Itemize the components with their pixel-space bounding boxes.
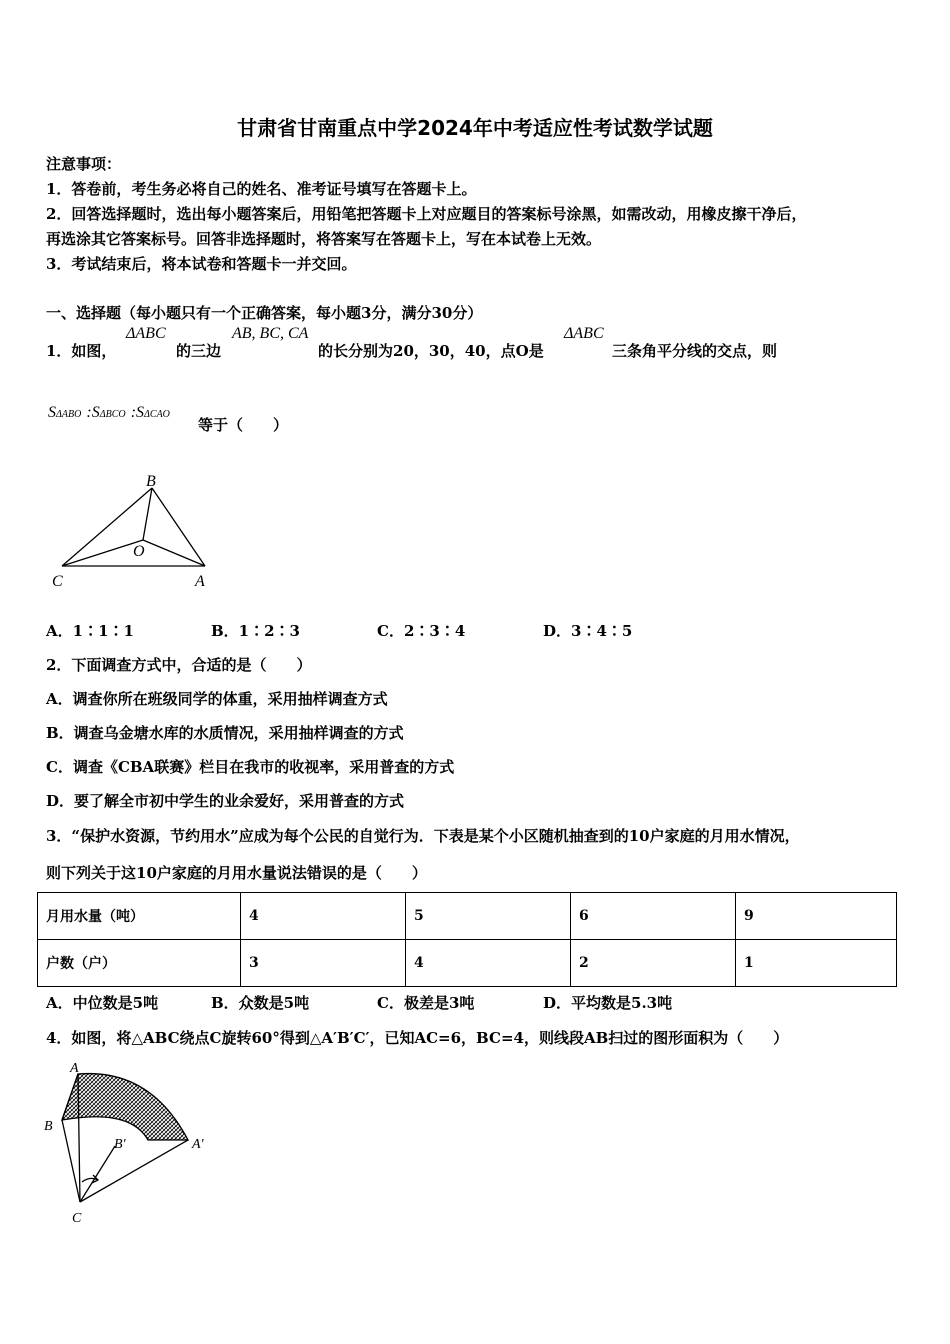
q3-stem: 3．“保护水资源，节约用水”应成为每个公民的自觉行为．下表是某个小区随机抽查到的10户家庭的月用水情况， (46, 827, 800, 845)
ratio-s: S (136, 404, 145, 421)
label-b: B (146, 473, 156, 490)
table-cell: 2 (571, 940, 736, 987)
q1-sides: AB, BC, CA (232, 325, 309, 342)
ratio-s: S (91, 404, 100, 421)
section-heading: 一、选择题（每小题只有一个正确答案，每小题3分，满分30分） (46, 304, 483, 322)
q1-tail: 等于（ ） (198, 416, 289, 434)
table-cell: 4 (406, 940, 571, 987)
q3-option-c: C．极差是3吨 (377, 994, 475, 1012)
label-c: C (52, 573, 63, 590)
ratio-sep: : (130, 404, 137, 421)
label-a-prime: A′ (192, 1137, 204, 1152)
bisector-bo (143, 488, 152, 540)
label-b-prime: B′ (114, 1137, 126, 1152)
q2-stem: 2．下面调查方式中，合适的是（ ） (46, 656, 312, 674)
q2-option-c: C．调查《CBA联赛》栏目在我市的收视率，采用普查的方式 (46, 758, 455, 776)
segment-a-prime-c (80, 1140, 188, 1202)
q4-rotation-figure (40, 1058, 230, 1228)
table-cell: 6 (571, 893, 736, 940)
ratio-sub: ΔBCO (99, 409, 126, 420)
q2-option-d: D．要了解全市初中学生的业余爱好，采用普查的方式 (46, 792, 405, 810)
notice-item: 3．考试结束后，将本试卷和答题卡一并交回。 (46, 255, 357, 273)
ratio-s: S (48, 404, 56, 421)
q3-stem-cont: 则下列关于这10户家庭的月用水量说法错误的是（ ） (46, 864, 427, 882)
q1-option-d: D．3∶4∶5 (543, 622, 633, 640)
q2-option-b: B．调查乌金塘水库的水质情况，采用抽样调查的方式 (46, 724, 404, 742)
q1-option-a: A．1∶1∶1 (46, 622, 134, 640)
q1-option-c: C．2∶3∶4 (377, 622, 466, 640)
q1-triangle-abc: ΔABC (126, 325, 166, 342)
table-cell: 月用水量（吨） (38, 893, 241, 940)
q1-option-b: B．1∶2∶3 (211, 622, 300, 640)
table-row (38, 940, 897, 987)
q3-option-a: A．中位数是5吨 (46, 994, 159, 1012)
label-b: B (44, 1119, 53, 1134)
notice-item: 1．答卷前，考生务必将自己的姓名、准考证号填写在答题卡上。 (46, 180, 477, 198)
swept-region (62, 1074, 188, 1140)
table-cell: 5 (406, 893, 571, 940)
q1-text: 三条角平分线的交点，则 (612, 342, 778, 360)
notice-heading: 注意事项： (46, 155, 122, 173)
table-cell: 9 (736, 893, 897, 940)
q3-option-d: D．平均数是5.3吨 (543, 994, 673, 1012)
page-title: 甘肃省甘南重点中学2024年中考适应性考试数学试题 (237, 116, 713, 140)
label-o: O (133, 543, 145, 560)
q3-option-b: B．众数是5吨 (211, 994, 310, 1012)
q1-prefix: 1．如图， (46, 342, 117, 360)
water-usage-table (37, 892, 897, 987)
ratio-sub: ΔABO (56, 409, 82, 420)
q1-text: 的三边 (176, 342, 222, 360)
q1-text: 的长分别为20，30，40，点O是 (318, 342, 544, 360)
q2-option-a: A．调查你所在班级同学的体重，采用抽样调查方式 (46, 690, 388, 708)
label-a: A (70, 1061, 79, 1076)
segment-bc (62, 1120, 80, 1202)
q1-triangle-figure (40, 468, 220, 593)
notice-item: 2．回答选择题时，选出每小题答案后，用铅笔把答题卡上对应题目的答案标号涂黑，如需改动，用橡皮擦干净后， (46, 205, 807, 223)
segment-b-prime-c (80, 1146, 115, 1202)
notice-item: 再选涂其它答案标号。回答非选择题时，将答案写在答题卡上，写在本试卷上无效。 (46, 230, 602, 248)
label-c: C (72, 1211, 82, 1226)
label-a: A (195, 573, 205, 590)
ratio-sub: ΔCAO (144, 409, 170, 420)
table-cell: 3 (241, 940, 406, 987)
q1-triangle-abc: ΔABC (564, 325, 604, 342)
q1-area-ratio (48, 402, 170, 422)
ratio-sep: : (86, 404, 92, 421)
table-cell: 4 (241, 893, 406, 940)
table-cell: 户数（户） (38, 940, 241, 987)
q4-stem: 4．如图，将△ABC绕点C旋转60°得到△A′B′C′，已知AC=6，BC=4，则线段AB扫过的图形面积为（ ） (46, 1029, 789, 1047)
table-cell: 1 (736, 940, 897, 987)
table-row (38, 893, 897, 940)
bisector-co (62, 540, 143, 566)
